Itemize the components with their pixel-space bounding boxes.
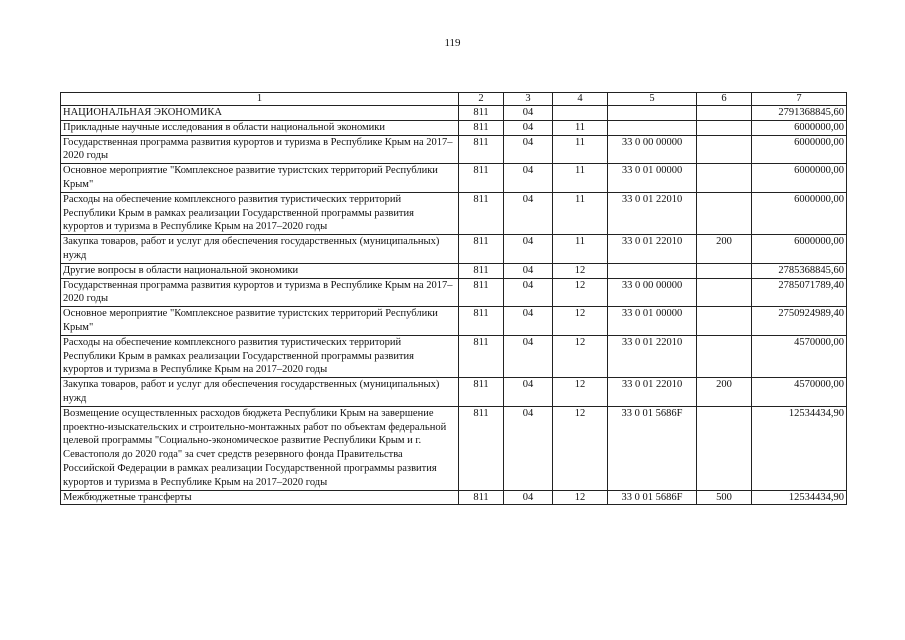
target-item-cell: 33 0 01 22010 <box>608 235 697 264</box>
table-row <box>61 164 847 193</box>
section-cell: 04 <box>504 307 553 336</box>
subsection-cell: 11 <box>553 235 608 264</box>
amount-cell: 6000000,00 <box>752 164 847 193</box>
table-row <box>61 335 847 377</box>
target-item-cell <box>608 120 697 135</box>
admin-code-cell: 811 <box>459 278 504 307</box>
row-name-cell: Государственная программа развития курортов и туризма в Республике Крым на 2017–2020 годы <box>61 135 459 164</box>
table-row <box>61 192 847 234</box>
row-name-cell: Межбюджетные трансферты <box>61 490 459 505</box>
section-cell: 04 <box>504 192 553 234</box>
section-cell: 04 <box>504 135 553 164</box>
subsection-cell: 12 <box>553 490 608 505</box>
subsection-cell: 12 <box>553 378 608 407</box>
amount-cell: 6000000,00 <box>752 192 847 234</box>
expense-type-cell <box>697 307 752 336</box>
header-cell: 4 <box>553 93 608 106</box>
header-row <box>61 93 847 106</box>
amount-cell: 4570000,00 <box>752 335 847 377</box>
amount-cell: 2785368845,60 <box>752 263 847 278</box>
row-name-cell: НАЦИОНАЛЬНАЯ ЭКОНОМИКА <box>61 106 459 121</box>
target-item-cell: 33 0 01 5686F <box>608 490 697 505</box>
subsection-cell: 11 <box>553 192 608 234</box>
admin-code-cell: 811 <box>459 307 504 336</box>
admin-code-cell: 811 <box>459 192 504 234</box>
table-row <box>61 490 847 505</box>
header-cell: 1 <box>61 93 459 106</box>
target-item-cell <box>608 106 697 121</box>
target-item-cell <box>608 263 697 278</box>
expense-type-cell: 500 <box>697 490 752 505</box>
section-cell: 04 <box>504 406 553 490</box>
expense-type-cell <box>697 406 752 490</box>
row-name-cell: Возмещение осуществленных расходов бюджета Республики Крым на завершение проектно-изыскательских и строительно-монтажных работ по объектам федеральной целевой программы "Социально-экономическое развитие Республики Крым и г. Севастополя до 2020 года" за счет средств резервного фонда Правительства Российской Федерации в рамках реализации Государственной программы развития курортов и туризма в Республике Крым на 2017–2020 годы <box>61 406 459 490</box>
admin-code-cell: 811 <box>459 490 504 505</box>
subsection-cell: 11 <box>553 120 608 135</box>
amount-cell: 6000000,00 <box>752 120 847 135</box>
expense-type-cell <box>697 120 752 135</box>
target-item-cell: 33 0 01 00000 <box>608 307 697 336</box>
target-item-cell: 33 0 01 22010 <box>608 378 697 407</box>
admin-code-cell: 811 <box>459 406 504 490</box>
budget-table-body <box>61 93 847 505</box>
expense-type-cell <box>697 335 752 377</box>
amount-cell: 12534434,90 <box>752 490 847 505</box>
row-name-cell: Основное мероприятие "Комплексное развитие туристских территорий Республики Крым" <box>61 164 459 193</box>
row-name-cell: Закупка товаров, работ и услуг для обеспечения государственных (муниципальных) нужд <box>61 235 459 264</box>
section-cell: 04 <box>504 235 553 264</box>
page-number: 119 <box>444 37 461 49</box>
target-item-cell: 33 0 01 5686F <box>608 406 697 490</box>
header-cell: 2 <box>459 93 504 106</box>
subsection-cell: 12 <box>553 278 608 307</box>
amount-cell: 2750924989,40 <box>752 307 847 336</box>
amount-cell: 4570000,00 <box>752 378 847 407</box>
table-row <box>61 263 847 278</box>
row-name-cell: Прикладные научные исследования в области национальной экономики <box>61 120 459 135</box>
expense-type-cell <box>697 106 752 121</box>
subsection-cell: 11 <box>553 164 608 193</box>
table-row <box>61 120 847 135</box>
admin-code-cell: 811 <box>459 263 504 278</box>
admin-code-cell: 811 <box>459 135 504 164</box>
table-row <box>61 235 847 264</box>
table-row <box>61 135 847 164</box>
admin-code-cell: 811 <box>459 335 504 377</box>
subsection-cell <box>553 106 608 121</box>
header-cell: 6 <box>697 93 752 106</box>
expense-type-cell <box>697 192 752 234</box>
admin-code-cell: 811 <box>459 120 504 135</box>
row-name-cell: Закупка товаров, работ и услуг для обеспечения государственных (муниципальных) нужд <box>61 378 459 407</box>
header-cell: 7 <box>752 93 847 106</box>
subsection-cell: 12 <box>553 335 608 377</box>
table-row <box>61 307 847 336</box>
target-item-cell: 33 0 01 22010 <box>608 335 697 377</box>
section-cell: 04 <box>504 490 553 505</box>
subsection-cell: 12 <box>553 263 608 278</box>
row-name-cell: Расходы на обеспечение комплексного развития туристических территорий Республики Крым в рамках реализации Государственной программы развития курортов и туризма в Республике Крым на 2017–2020 годы <box>61 335 459 377</box>
row-name-cell: Другие вопросы в области национальной экономики <box>61 263 459 278</box>
expense-type-cell <box>697 135 752 164</box>
expense-type-cell: 200 <box>697 378 752 407</box>
target-item-cell: 33 0 00 00000 <box>608 135 697 164</box>
admin-code-cell: 811 <box>459 235 504 264</box>
expense-type-cell <box>697 263 752 278</box>
admin-code-cell: 811 <box>459 164 504 193</box>
amount-cell: 2785071789,40 <box>752 278 847 307</box>
target-item-cell: 33 0 00 00000 <box>608 278 697 307</box>
table-row <box>61 106 847 121</box>
amount-cell: 6000000,00 <box>752 135 847 164</box>
target-item-cell: 33 0 01 00000 <box>608 164 697 193</box>
amount-cell: 2791368845,60 <box>752 106 847 121</box>
subsection-cell: 12 <box>553 406 608 490</box>
table-row <box>61 378 847 407</box>
header-cell: 3 <box>504 93 553 106</box>
expense-type-cell: 200 <box>697 235 752 264</box>
expense-type-cell <box>697 278 752 307</box>
budget-table <box>60 92 847 505</box>
section-cell: 04 <box>504 106 553 121</box>
section-cell: 04 <box>504 335 553 377</box>
subsection-cell: 11 <box>553 135 608 164</box>
target-item-cell: 33 0 01 22010 <box>608 192 697 234</box>
amount-cell: 12534434,90 <box>752 406 847 490</box>
section-cell: 04 <box>504 263 553 278</box>
admin-code-cell: 811 <box>459 378 504 407</box>
section-cell: 04 <box>504 164 553 193</box>
subsection-cell: 12 <box>553 307 608 336</box>
row-name-cell: Расходы на обеспечение комплексного развития туристических территорий Республики Крым в рамках реализации Государственной программы развития курортов и туризма в Республике Крым на 2017–2020 годы <box>61 192 459 234</box>
row-name-cell: Основное мероприятие "Комплексное развитие туристских территорий Республики Крым" <box>61 307 459 336</box>
header-cell: 5 <box>608 93 697 106</box>
row-name-cell: Государственная программа развития курортов и туризма в Республике Крым на 2017–2020 годы <box>61 278 459 307</box>
admin-code-cell: 811 <box>459 106 504 121</box>
section-cell: 04 <box>504 278 553 307</box>
expense-type-cell <box>697 164 752 193</box>
section-cell: 04 <box>504 120 553 135</box>
table-row <box>61 406 847 490</box>
amount-cell: 6000000,00 <box>752 235 847 264</box>
section-cell: 04 <box>504 378 553 407</box>
table-row <box>61 278 847 307</box>
